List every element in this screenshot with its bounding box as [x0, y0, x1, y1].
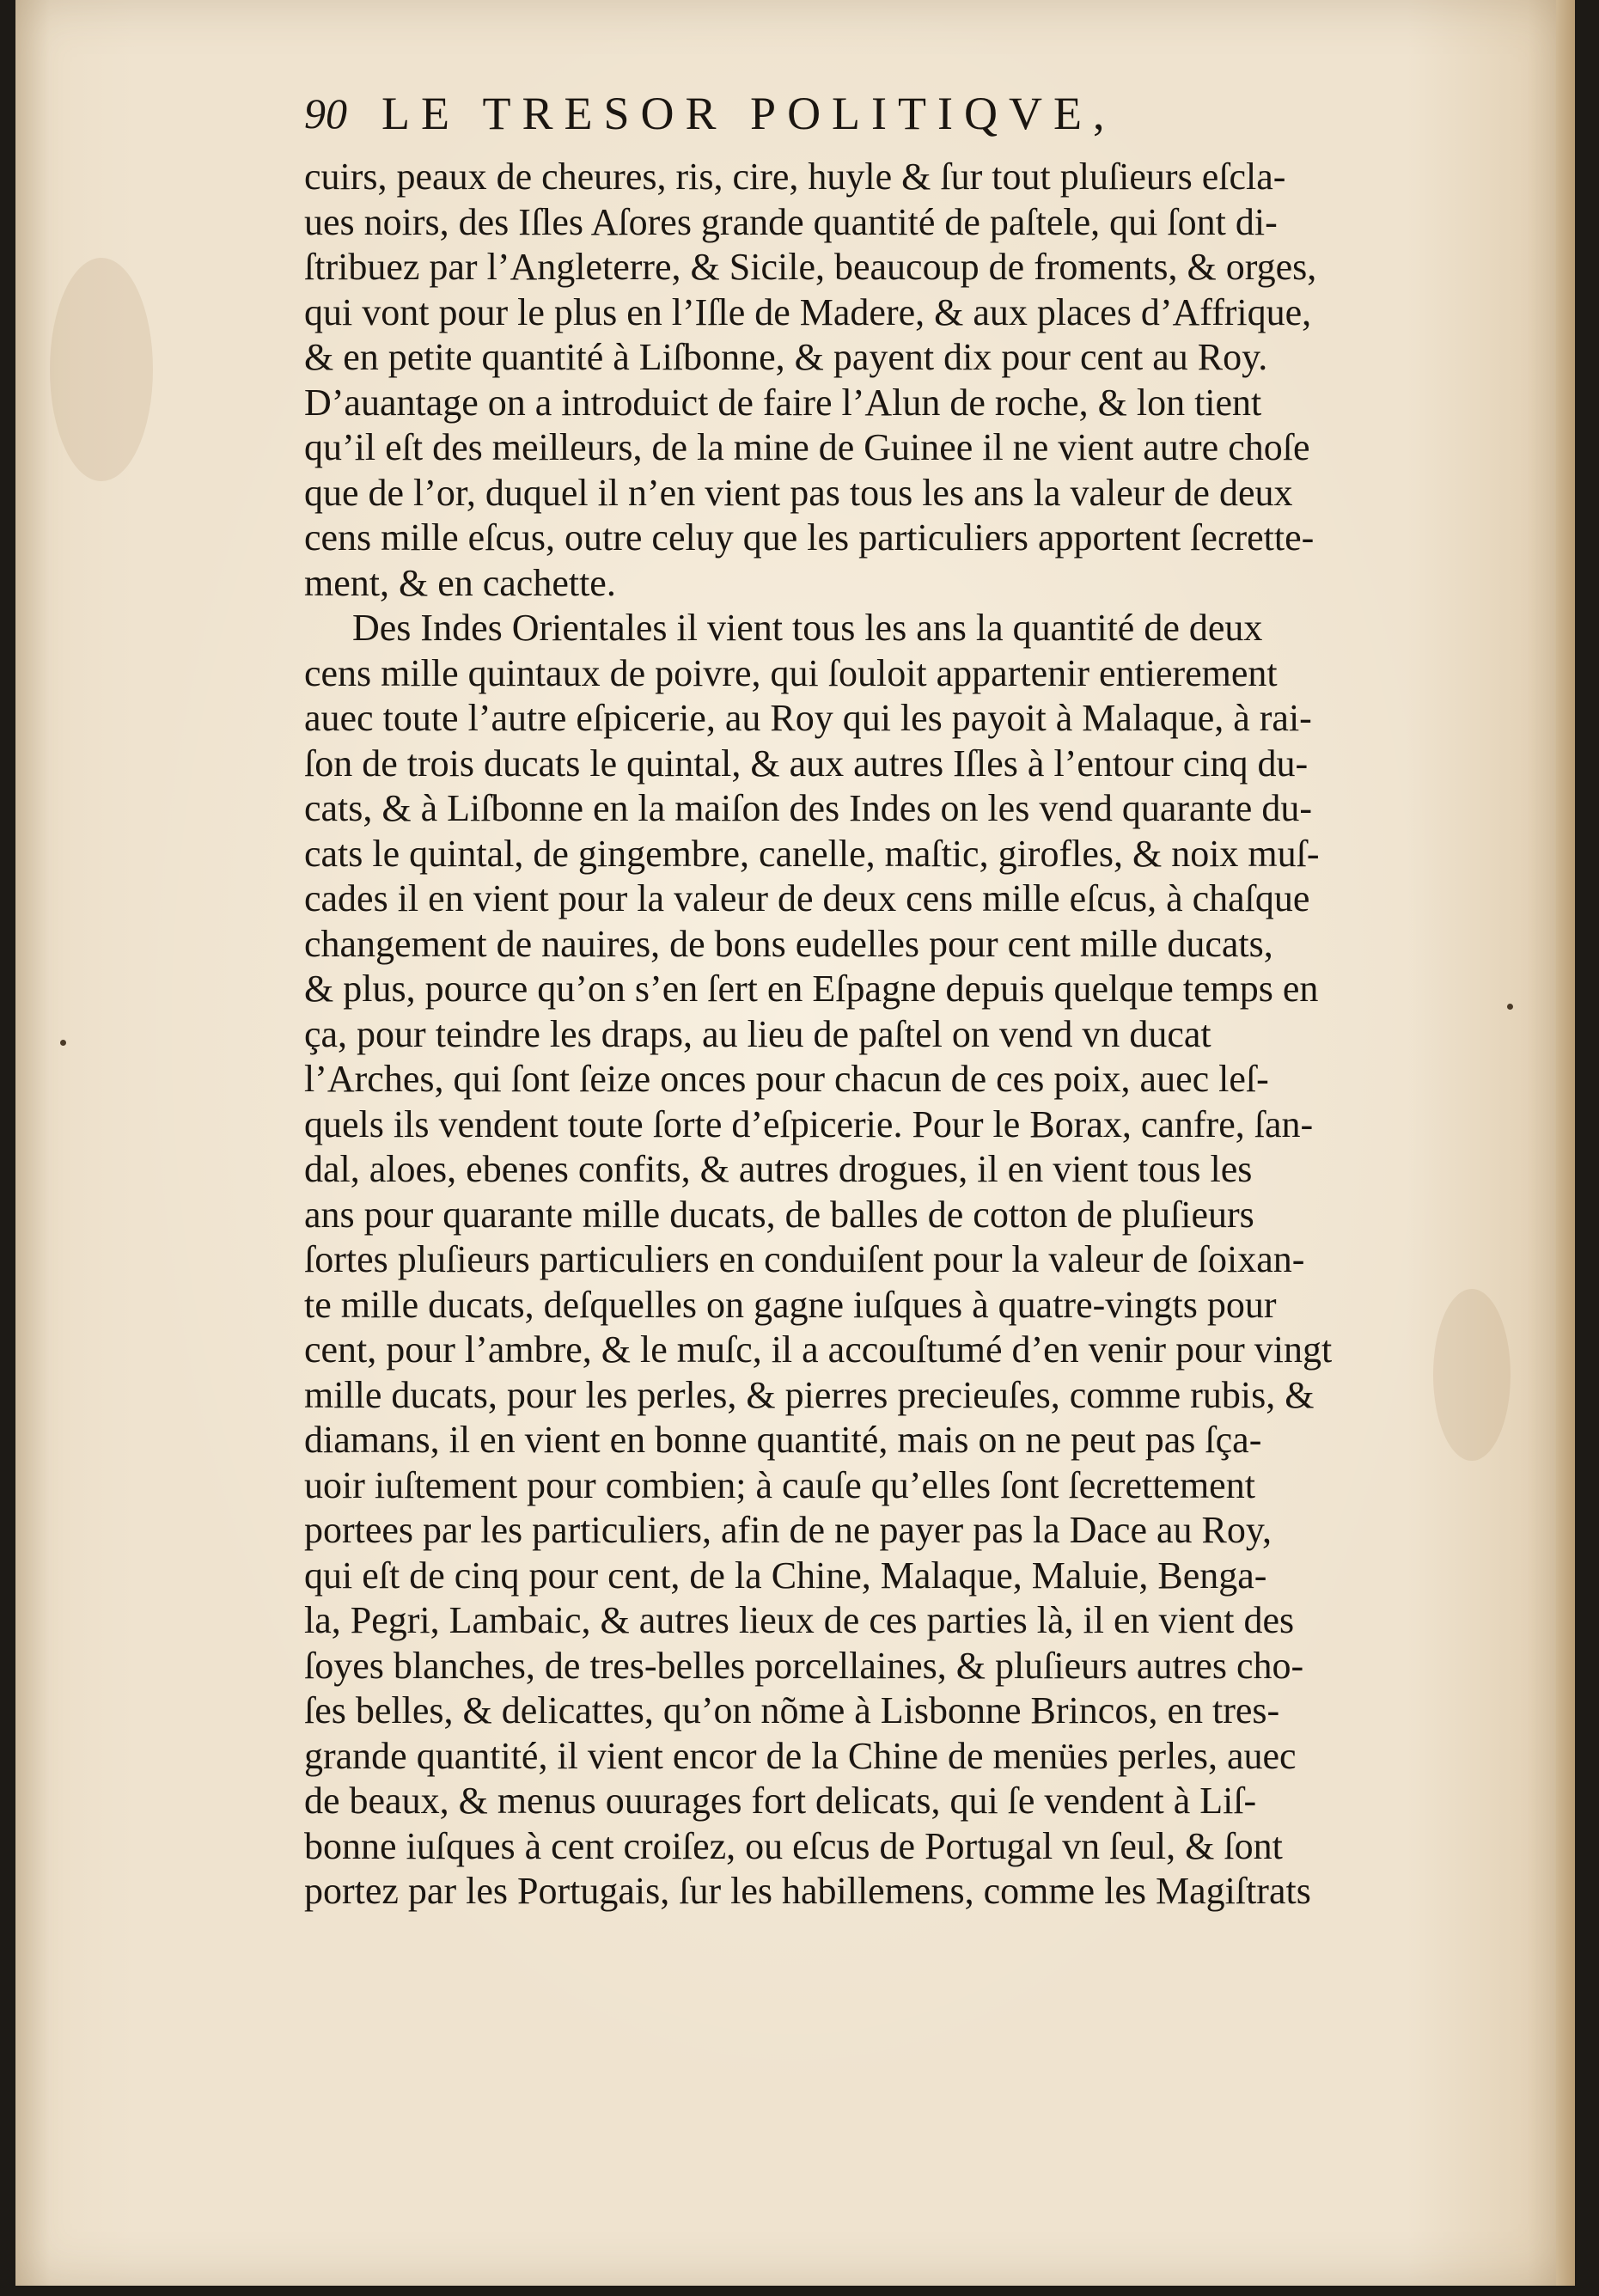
text-line: quels ils vendent toute ſorte d’eſpicerie. Pour le Borax, canfre, ſan- — [304, 1102, 1314, 1145]
text-line: ſortes pluſieurs particuliers en conduiſent pour la valeur de ſoixan- — [304, 1238, 1305, 1280]
text-line: uoir iuſtement pour combien; à cauſe qu’elles ſont ſecrettement — [304, 1463, 1255, 1506]
book-page — [15, 0, 1575, 2286]
paper-stain — [50, 258, 153, 481]
text-line: ſes belles, & delicattes, qu’on nõme à Lisbonne Brincos, en tres- — [304, 1689, 1280, 1731]
text-line: ça, pour teindre les draps, au lieu de paſtel on vend vn ducat — [304, 1012, 1211, 1055]
text-line: portees par les particuliers, afin de ne payer pas la Dace au Roy, — [304, 1509, 1272, 1551]
text-line: D’auantage on a introduict de faire l’Alun de roche, & lon tient — [304, 381, 1262, 424]
page-number: 90 — [304, 89, 347, 137]
page-edge — [1556, 0, 1575, 2286]
text-line: auec toute l’autre eſpicerie, au Roy qui les payoit à Malaque, à rai- — [304, 697, 1312, 739]
text-line: cats, & à Liſbonne en la maiſon des Indes on les vend quarante du- — [304, 787, 1312, 829]
text-line: cats le quintal, de gingembre, canelle, maſtic, girofles, & noix muſ- — [304, 832, 1320, 875]
text-line: ſoyes blanches, de tres-belles porcellaines, & pluſieurs autres cho- — [304, 1644, 1304, 1687]
text-line: que de l’or, duquel il n’en vient pas tous les ans la valeur de deux — [304, 471, 1293, 514]
text-line: cens mille eſcus, outre celuy que les particuliers apportent ſecrette- — [304, 516, 1315, 559]
text-line: cuirs, peaux de cheures, ris, cire, huyle & ſur tout pluſieurs eſcla- — [304, 156, 1286, 198]
text-line: grande quantité, il vient encor de la Chine de menües perles, auec — [304, 1734, 1297, 1777]
text-line: bonne iuſques à cent croiſez, ou eſcus de Portugal vn ſeul, & ſont — [304, 1824, 1283, 1867]
text-line: portez par les Portugais, ſur les habillemens, comme les Magiſtrats — [304, 1870, 1311, 1912]
paper-stain — [1433, 1289, 1511, 1461]
text-line: cades il en vient pour la valeur de deux cens mille eſcus, à chaſque — [304, 877, 1310, 919]
text-line: ment, & en cachette. — [304, 561, 616, 604]
text-line: cent, pour l’ambre, & le muſc, il a accouſtumé d’en venir pour vingt — [304, 1328, 1333, 1371]
page-header — [304, 79, 1421, 148]
text-line: te mille ducats, deſquelles on gagne iuſques à quatre-vingts pour — [304, 1283, 1277, 1326]
margin-mark — [1507, 1004, 1513, 1010]
text-line: changement de nauires, de bons eudelles pour cent mille ducats, — [304, 922, 1273, 965]
text-line: & en petite quantité à Liſbonne, & payent dix pour cent au Roy. — [304, 336, 1268, 378]
text-line: qui vont pour le plus en l’Iſle de Madere, & aux places d’Affrique, — [304, 290, 1312, 333]
text-line: ſtribuez par l’Angleterre, & Sicile, beaucoup de froments, & orges, — [304, 246, 1317, 288]
text-line: & plus, pource qu’on s’en ſert en Eſpagne depuis quelque temps en — [304, 968, 1319, 1010]
text-line: dal, aloes, ebenes confits, & autres drogues, il en vient tous les — [304, 1148, 1253, 1190]
text-line: l’Arches, qui ſont ſeize onces pour chacun de ces poix, auec leſ- — [304, 1058, 1269, 1100]
margin-mark — [60, 1040, 66, 1046]
text-line: ues noirs, des Iſles Aſores grande quantité de paſtele, qui ſont di- — [304, 200, 1278, 243]
text-line: qu’il eſt des meilleurs, de la mine de Guinee il ne vient autre choſe — [304, 426, 1310, 468]
paragraph-start-line: Des Indes Orientales il vient tous les ans la quantité de deux — [352, 607, 1263, 649]
text-line: la, Pegri, Lambaic, & autres lieux de ces parties là, il en vient des — [304, 1599, 1295, 1641]
text-line: de beaux, & menus ouurages fort delicats, qui ſe vendent à Liſ- — [304, 1780, 1257, 1822]
text-line: diamans, il en vient en bonne quantité, mais on ne peut pas ſça- — [304, 1419, 1262, 1461]
text-line: mille ducats, pour les perles, & pierres precieuſes, comme rubis, & — [304, 1373, 1315, 1416]
body-text — [304, 155, 1423, 1914]
text-line: ſon de trois ducats le quintal, & aux autres Iſles à l’entour cinq du- — [304, 742, 1309, 785]
text-line: ans pour quarante mille ducats, de balles de cotton de pluſieurs — [304, 1193, 1254, 1236]
text-line: qui eſt de cinq pour cent, de la Chine, Malaque, Maluie, Benga- — [304, 1554, 1267, 1597]
running-title: LE TRESOR POLITIQVE, — [381, 88, 1116, 139]
text-line: cens mille quintaux de poivre, qui ſouloit appartenir entierement — [304, 651, 1278, 694]
